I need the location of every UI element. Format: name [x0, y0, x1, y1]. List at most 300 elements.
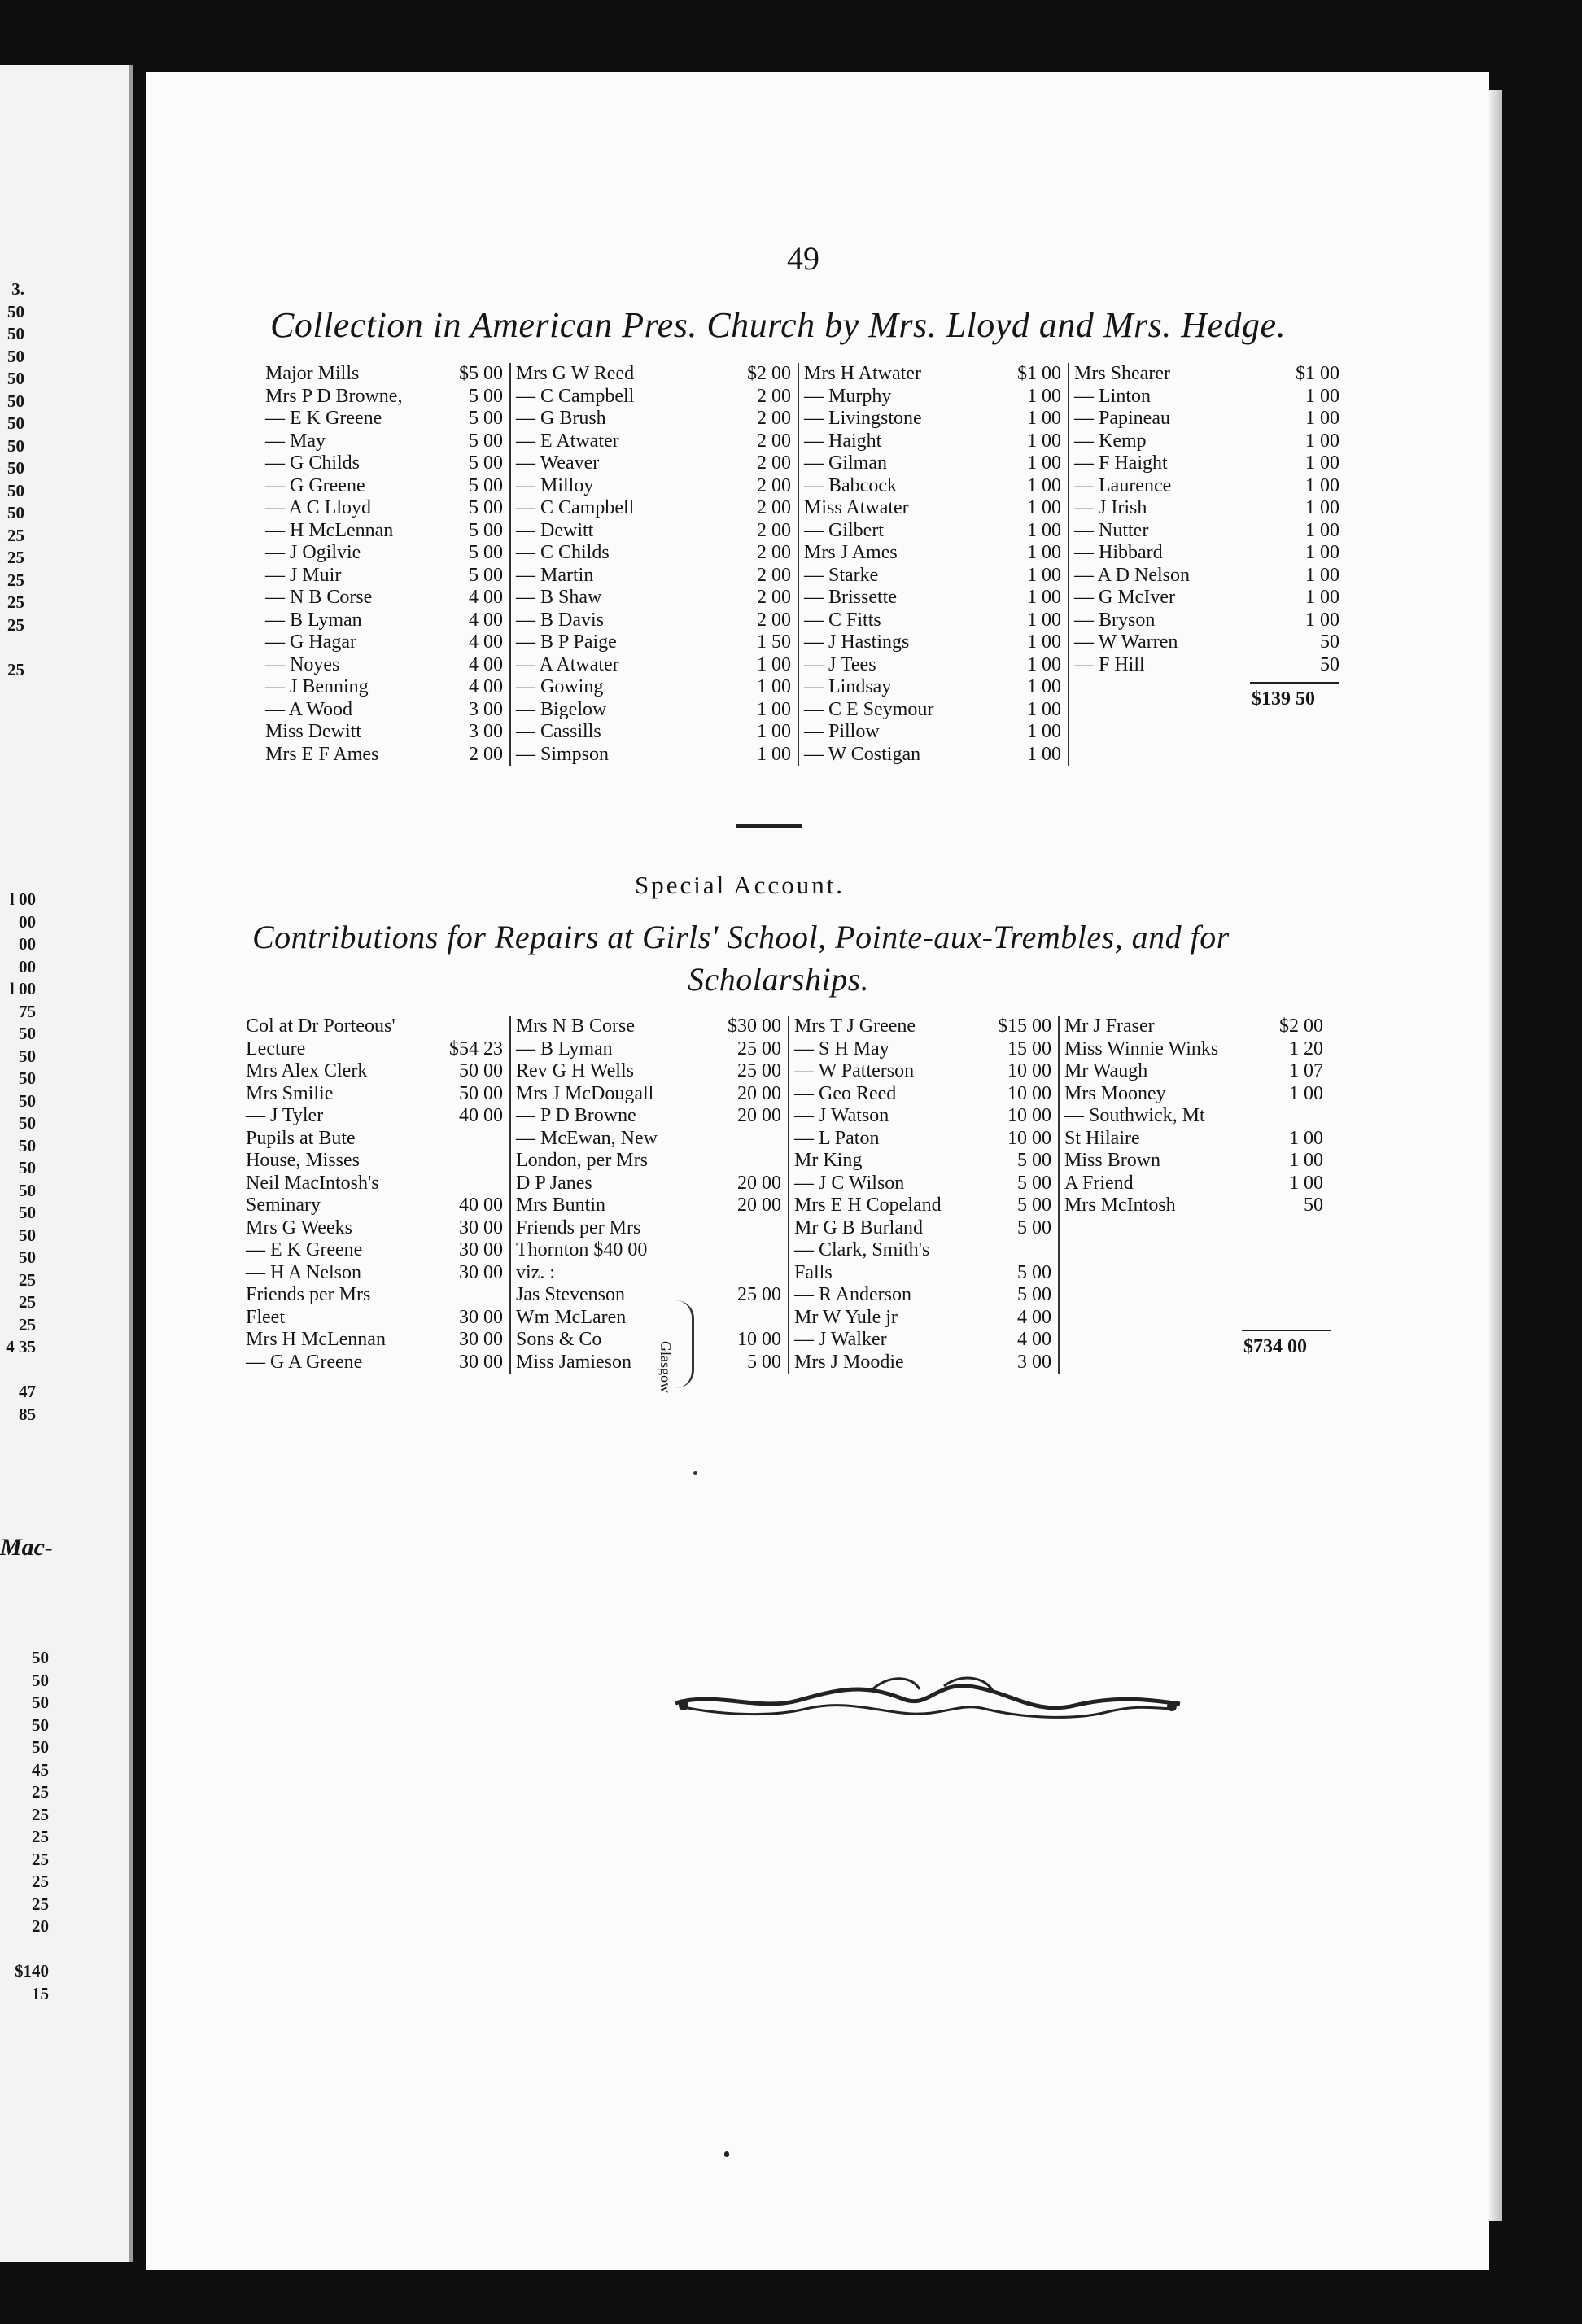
- special-entry-amount: 20 00: [737, 1105, 781, 1126]
- left-page-figure: 50: [32, 1715, 49, 1735]
- special-entry-name: — Southwick, Mt: [1064, 1105, 1205, 1126]
- collection-entry-amount: 1 00: [1027, 743, 1061, 765]
- collection-entry: [799, 475, 1068, 498]
- special-entry-amount: 1 20: [1289, 1038, 1323, 1059]
- collection-entry-name: — B Shaw: [516, 587, 602, 608]
- left-page-figure: 50: [32, 1670, 49, 1690]
- special-entry: [511, 1352, 788, 1374]
- collection-entry-name: — W Costigan: [804, 743, 921, 765]
- special-entry-amount: 1 00: [1289, 1172, 1323, 1194]
- collection-entry-name: — B P Paige: [516, 631, 617, 653]
- collection-entry: [511, 542, 798, 565]
- collection-entry-amount: 2 00: [757, 564, 791, 586]
- special-account-title-line2: Scholarships.: [688, 961, 870, 998]
- special-entry-name: Jas Stevenson: [516, 1284, 625, 1305]
- collection-entry: [799, 744, 1068, 767]
- collection-entry: [799, 676, 1068, 699]
- collection-entry-name: — Milloy: [516, 474, 594, 496]
- left-page-label: Mac-: [0, 1534, 53, 1561]
- collection-entry-amount: 5 00: [469, 408, 503, 429]
- special-entry: [241, 1105, 509, 1128]
- collection-entry-name: Mrs E F Ames: [265, 743, 379, 765]
- collection-entry-name: — E K Greene: [265, 408, 382, 429]
- collection-entry: [260, 430, 509, 453]
- special-entry-amount: 50 00: [459, 1060, 503, 1081]
- collection-entry: [511, 609, 798, 632]
- collection-entry-name: — J Tees: [804, 653, 876, 675]
- left-page-fragment: [0, 65, 133, 2262]
- special-entry: [241, 1284, 509, 1307]
- special-entry-name: Mrs N B Corse: [516, 1016, 636, 1037]
- collection-entry-amount: 50: [1320, 653, 1339, 675]
- special-entry: [789, 1060, 1058, 1083]
- special-entry-name: Fleet: [246, 1306, 285, 1328]
- collection-entry: [511, 430, 798, 453]
- collection-entry-name: — F Haight: [1074, 452, 1168, 474]
- left-page-figure: 25: [7, 570, 24, 590]
- special-entry-name: — J Watson: [794, 1105, 889, 1126]
- left-page-figure: 4 35: [6, 1337, 36, 1356]
- left-page-figure: 50: [19, 1113, 36, 1133]
- left-page-bottom-figures: [0, 1647, 49, 2005]
- left-page-figure: 47 85: [19, 1382, 36, 1424]
- collection-entry-amount: $1 00: [1017, 363, 1061, 384]
- collection-entry-amount: 1 00: [1305, 609, 1339, 631]
- left-page-figure: 25: [32, 1872, 49, 1891]
- special-entry: [789, 1173, 1058, 1195]
- collection-entry-amount: 4 00: [469, 676, 503, 697]
- collection-entry: [260, 475, 509, 498]
- collection-entry: [511, 699, 798, 722]
- special-entry: [511, 1239, 788, 1262]
- special-entry-name: Friends per Mrs: [246, 1284, 371, 1305]
- collection-entry: [1069, 408, 1346, 430]
- special-entry: [789, 1262, 1058, 1285]
- special-entry: [789, 1150, 1058, 1173]
- special-entry-name: Seminary: [246, 1195, 321, 1216]
- left-page-figure: 50: [19, 1247, 36, 1267]
- collection-entry-name: — A Wood: [265, 698, 352, 720]
- collection-entry-name: — Simpson: [516, 743, 610, 765]
- left-page-figure: 45: [32, 1759, 49, 1780]
- special-entry-amount: 25 00: [737, 1060, 781, 1081]
- special-entry: [789, 1329, 1058, 1352]
- collection-entry-name: — J Benning: [265, 676, 369, 697]
- page-number: 49: [787, 240, 819, 277]
- page: [146, 72, 1489, 2270]
- collection-entry: [799, 408, 1068, 430]
- collection-entry-amount: 1 00: [1027, 631, 1061, 653]
- special-entry-name: House, Misses: [246, 1150, 361, 1171]
- collection-entry: [511, 452, 798, 475]
- collection-entry: [799, 565, 1068, 588]
- collection-entry-name: — Pillow: [804, 721, 880, 742]
- special-entry-name: Neil MacIntosh's: [246, 1172, 379, 1194]
- special-entry-name: Mrs Mooney: [1064, 1082, 1166, 1104]
- collection-entry: [799, 609, 1068, 632]
- special-entry-name: Wm McLaren: [516, 1306, 627, 1328]
- collection-entry: [799, 654, 1068, 677]
- special-entry-amount: 5 00: [1017, 1195, 1051, 1216]
- special-entry-amount: 10 00: [1007, 1082, 1051, 1104]
- collection-entry-amount: 2 00: [757, 609, 791, 631]
- special-entry-amount: 5 00: [1017, 1284, 1051, 1305]
- collection-entry: [260, 565, 509, 588]
- left-page-figure: 50: [7, 346, 24, 366]
- special-entry-name: Thornton $40 00: [516, 1239, 648, 1260]
- special-entry-name: Miss Winnie Winks: [1064, 1038, 1219, 1059]
- left-page-figure: 25: [32, 1827, 49, 1846]
- collection-entry-amount: 2 00: [757, 519, 791, 541]
- special-column-3: [789, 1016, 1060, 1374]
- collection-entry: [1069, 452, 1346, 475]
- collection-entry-amount: 2 00: [469, 743, 503, 765]
- special-entry: [789, 1195, 1058, 1217]
- collection-entry: [511, 386, 798, 408]
- collection-entry-name: — Brissette: [804, 587, 897, 608]
- special-entry: [511, 1284, 788, 1307]
- collection-entry: [799, 721, 1068, 744]
- left-page-figure: 25: [19, 1292, 36, 1312]
- left-page-figure: 50: [7, 458, 24, 478]
- special-entry-name: — B Lyman: [516, 1038, 613, 1059]
- special-entry: [241, 1060, 509, 1083]
- special-entry-amount: 20 00: [737, 1082, 781, 1104]
- special-entry-amount: 30 00: [459, 1351, 503, 1373]
- left-page-figure: 25: [7, 592, 24, 612]
- collection-entry-amount: 1 00: [1027, 385, 1061, 407]
- special-entry-name: Mrs J Moodie: [794, 1351, 904, 1373]
- collection-entry-amount: 1 50: [757, 631, 791, 653]
- special-entry-amount: 1 07: [1289, 1060, 1323, 1081]
- special-entry-name: — R Anderson: [794, 1284, 911, 1305]
- left-page-figure: 50: [19, 1024, 36, 1043]
- collection-entry: [511, 631, 798, 654]
- collection-entry-name: — F Hill: [1074, 653, 1145, 675]
- special-entry-name: — Clark, Smith's: [794, 1239, 930, 1260]
- left-page-figure: [0, 1938, 49, 1961]
- collection-entry-name: Major Mills: [265, 363, 360, 384]
- special-entry-name: Sons & Co: [516, 1329, 602, 1350]
- collection-entry-amount: 5 00: [469, 542, 503, 563]
- collection-entry-amount: 1 00: [1027, 497, 1061, 518]
- collection-entry-name: — Bigelow: [516, 698, 607, 720]
- special-entry-name: Mrs T J Greene: [794, 1016, 916, 1037]
- special-entry-amount: 25 00: [737, 1038, 781, 1059]
- collection-entry-amount: 2 00: [757, 385, 791, 407]
- special-entry: [511, 1038, 788, 1061]
- left-page-figure: 50: [19, 1068, 36, 1088]
- collection-entry-amount: 4 00: [469, 631, 503, 653]
- collection-entry: [1069, 542, 1346, 565]
- special-entry-amount: 50: [1304, 1195, 1323, 1216]
- special-entry-amount: 4 00: [1017, 1329, 1051, 1350]
- left-page-figure: 50: [19, 1158, 36, 1177]
- special-entry-amount: 15 00: [1007, 1038, 1051, 1059]
- collection-entry-amount: 1 00: [1027, 452, 1061, 474]
- collection-entry-amount: 4 00: [469, 653, 503, 675]
- special-entry-name: — W Patterson: [794, 1060, 915, 1081]
- collection-entry: [260, 497, 509, 520]
- special-entry: [511, 1217, 788, 1240]
- special-entry-amount: 5 00: [1017, 1172, 1051, 1194]
- special-entry: [241, 1239, 509, 1262]
- collection-entry-name: — Martin: [516, 564, 594, 586]
- collection-entry-amount: 1 00: [757, 698, 791, 720]
- collection-entry-name: Miss Dewitt: [265, 721, 362, 742]
- special-entry: [511, 1329, 788, 1352]
- collection-entry: [799, 430, 1068, 453]
- collection-entry-amount: 5 00: [469, 430, 503, 452]
- collection-entry-amount: 1 00: [1305, 452, 1339, 474]
- collection-column-3: [799, 363, 1069, 766]
- special-entry-name: — J Tyler: [246, 1105, 324, 1126]
- collection-entry: [1069, 609, 1346, 632]
- left-page-figure: 50: [19, 1180, 36, 1200]
- collection-entry: [511, 676, 798, 699]
- glasgow-label: Glasgow: [658, 1341, 674, 1393]
- special-entry-name: Mr Waugh: [1064, 1060, 1148, 1081]
- collection-entry-amount: 1 00: [757, 676, 791, 697]
- special-entry: [241, 1083, 509, 1106]
- left-page-figure: 50: [7, 435, 24, 456]
- special-entry: [241, 1217, 509, 1240]
- collection-entry: [511, 744, 798, 767]
- collection-entry-name: — Cassills: [516, 721, 601, 742]
- collection-entry: [511, 475, 798, 498]
- collection-entry: [1069, 587, 1346, 609]
- collection-entry-amount: 1 00: [1027, 519, 1061, 541]
- collection-entry: [1069, 475, 1346, 498]
- collection-entry-amount: 2 00: [757, 408, 791, 429]
- collection-entry: [1069, 497, 1346, 520]
- special-entry: [511, 1105, 788, 1128]
- left-page-figure: [0, 636, 24, 659]
- collection-entry: [260, 520, 509, 543]
- left-page-figure: 25: [32, 1782, 49, 1802]
- collection-entry-amount: 2 00: [757, 430, 791, 452]
- special-entry: [511, 1083, 788, 1106]
- collection-entry: [799, 542, 1068, 565]
- collection-entry-name: Mrs G W Reed: [516, 363, 635, 384]
- collection-entry: [511, 363, 798, 386]
- special-entry-name: London, per Mrs: [516, 1150, 648, 1171]
- collection-entry: [260, 609, 509, 632]
- special-entry-name: Mr King: [794, 1150, 863, 1171]
- collection-entry: [260, 587, 509, 609]
- special-entry-amount: $30 00: [728, 1016, 781, 1037]
- special-entry: [789, 1128, 1058, 1151]
- collection-entry-name: — Papineau: [1074, 408, 1170, 429]
- special-entry-name: Mrs Smilie: [246, 1082, 334, 1104]
- special-entry-amount: 30 00: [459, 1217, 503, 1238]
- left-page-figure: 00: [19, 934, 36, 954]
- left-page-figure: 50: [7, 369, 24, 388]
- special-entry-amount: 40 00: [459, 1105, 503, 1126]
- collection-entry-amount: 1 00: [1305, 497, 1339, 518]
- collection-entry-amount: 4 00: [469, 609, 503, 631]
- collection-entry: [799, 452, 1068, 475]
- collection-entry-amount: 5 00: [469, 564, 503, 586]
- left-page-figure: l 00: [9, 979, 36, 998]
- collection-entry-name: — C Fitts: [804, 609, 881, 631]
- left-page-figure: 25: [32, 1894, 49, 1914]
- collection-entry-name: — A C Lloyd: [265, 497, 372, 518]
- left-page-figure: 25: [32, 1849, 49, 1869]
- left-page-figure: 50: [19, 1090, 36, 1111]
- special-entry: [1060, 1083, 1330, 1106]
- special-entry: [241, 1262, 509, 1285]
- special-column-1: [241, 1016, 511, 1374]
- collection-column-2: [511, 363, 799, 766]
- collection-entry-name: — B Davis: [516, 609, 604, 631]
- collection-entry-amount: 1 00: [1305, 385, 1339, 407]
- collection-entry-name: Mrs H Atwater: [804, 363, 921, 384]
- collection-entry: [260, 408, 509, 430]
- collection-total-rule: [1250, 682, 1339, 684]
- collection-entry-name: — C Campbell: [516, 385, 635, 407]
- collection-entry-amount: 2 00: [757, 587, 791, 608]
- special-entry: [511, 1173, 788, 1195]
- collection-entry-name: — Gilbert: [804, 519, 884, 541]
- left-page-figure: 00: [19, 911, 36, 932]
- collection-entry: [260, 363, 509, 386]
- collection-entry: [799, 363, 1068, 386]
- collection-entry-amount: 1 00: [1027, 721, 1061, 742]
- collection-entry-name: — Lindsay: [804, 676, 892, 697]
- special-column-4: [1060, 1016, 1330, 1217]
- special-entry: [1060, 1016, 1330, 1038]
- special-entry: [241, 1329, 509, 1352]
- collection-entry-name: — J Ogilvie: [265, 542, 361, 563]
- left-page-figure: 20: [32, 1916, 49, 1936]
- special-entry-name: Pupils at Bute: [246, 1127, 356, 1149]
- collection-title: Collection in American Pres. Church by Mrs. Lloyd and Mrs. Hedge.: [270, 305, 1287, 345]
- collection-entry-name: — Gilman: [804, 452, 887, 474]
- left-page-figure: 25: [7, 659, 24, 679]
- special-entry: [241, 1173, 509, 1195]
- special-entry-amount: 4 00: [1017, 1306, 1051, 1328]
- collection-entry-amount: 1 00: [1305, 587, 1339, 608]
- special-entry: [511, 1307, 788, 1330]
- special-entry: [789, 1239, 1058, 1262]
- special-total: $734 00: [1243, 1336, 1307, 1357]
- collection-entry: [799, 520, 1068, 543]
- left-page-figure: 50: [19, 1135, 36, 1155]
- collection-entry-name: — Weaver: [516, 452, 600, 474]
- special-entry-amount: 30 00: [459, 1306, 503, 1328]
- special-entry-name: — McEwan, New: [516, 1127, 658, 1149]
- special-entry-amount: 30 00: [459, 1261, 503, 1283]
- collection-entry-name: — E Atwater: [516, 430, 619, 452]
- special-entry-name: A Friend: [1064, 1172, 1134, 1194]
- special-account-heading: Special Account.: [635, 871, 846, 899]
- collection-entry-name: — Murphy: [804, 385, 892, 407]
- collection-entry-amount: 2 00: [757, 542, 791, 563]
- left-page-figure: 50: [7, 391, 24, 411]
- special-entry: [241, 1150, 509, 1173]
- special-column-2: [511, 1016, 789, 1374]
- special-entry: [1060, 1060, 1330, 1083]
- collection-entry-amount: $5 00: [459, 363, 503, 384]
- special-entry-name: Lecture: [246, 1038, 306, 1059]
- special-entry: [789, 1038, 1058, 1061]
- collection-entry-amount: 5 00: [469, 452, 503, 474]
- collection-entry-amount: 1 00: [1305, 564, 1339, 586]
- collection-entry-amount: 1 00: [1027, 653, 1061, 675]
- collection-entry: [260, 676, 509, 699]
- left-page-figure: l 00: [9, 889, 36, 909]
- collection-entry-name: — B Lyman: [265, 609, 362, 631]
- special-entry-name: — S H May: [794, 1038, 889, 1059]
- collection-entry: [1069, 654, 1346, 677]
- special-entry-amount: 5 00: [1017, 1261, 1051, 1283]
- collection-entry-amount: 1 00: [1305, 542, 1339, 563]
- special-entry: [1060, 1150, 1330, 1173]
- collection-entry-name: — G Brush: [516, 408, 606, 429]
- special-entry-amount: 25 00: [737, 1284, 781, 1305]
- collection-entry: [799, 386, 1068, 408]
- special-entry-name: Col at Dr Porteous': [246, 1016, 396, 1037]
- collection-entry-name: — J Muir: [265, 564, 342, 586]
- collection-entry-name: — Babcock: [804, 474, 897, 496]
- collection-entry-amount: $2 00: [747, 363, 791, 384]
- collection-entry-amount: 1 00: [1305, 519, 1339, 541]
- special-entry: [511, 1128, 788, 1151]
- collection-entry: [260, 699, 509, 722]
- collection-entry: [1069, 631, 1346, 654]
- collection-total: $139 50: [1252, 688, 1315, 710]
- special-entry-amount: 20 00: [737, 1172, 781, 1194]
- left-page-figure: 50: [7, 324, 24, 343]
- collection-entry: [260, 654, 509, 677]
- collection-entry-name: — G Greene: [265, 474, 365, 496]
- collection-column-4: [1069, 363, 1346, 676]
- left-page-top-figures: [0, 278, 24, 681]
- special-entry-amount: 30 00: [459, 1329, 503, 1350]
- special-entry-name: Mrs Buntin: [516, 1195, 606, 1216]
- collection-entry: [1069, 386, 1346, 408]
- collection-entry: [511, 654, 798, 677]
- collection-entry-name: — J Irish: [1074, 497, 1147, 518]
- collection-entry-name: — G McIver: [1074, 587, 1175, 608]
- collection-entry: [511, 565, 798, 588]
- collection-entry: [260, 452, 509, 475]
- collection-entry-name: — Livingstone: [804, 408, 922, 429]
- special-entry: [789, 1016, 1058, 1038]
- collection-entry-name: — A Atwater: [516, 653, 619, 675]
- collection-entry-name: — Linton: [1074, 385, 1151, 407]
- collection-entry-amount: 5 00: [469, 497, 503, 518]
- collection-entry-amount: 2 00: [757, 497, 791, 518]
- collection-entry-amount: 1 00: [1027, 587, 1061, 608]
- special-entry-name: Miss Jamieson: [516, 1351, 632, 1373]
- special-entry-amount: 10 00: [1007, 1060, 1051, 1081]
- collection-entry-name: — Kemp: [1074, 430, 1147, 452]
- special-entry-name: Mr J Fraser: [1064, 1016, 1155, 1037]
- collection-entry-amount: 4 00: [469, 587, 503, 608]
- special-entry-amount: $54 23: [449, 1038, 503, 1059]
- left-page-figure: 50: [19, 1225, 36, 1245]
- left-page-figure: 50: [7, 413, 24, 433]
- special-entry: [511, 1150, 788, 1173]
- special-entry: [789, 1284, 1058, 1307]
- collection-entry-amount: 1 00: [1027, 609, 1061, 631]
- collection-entry-amount: 1 00: [757, 653, 791, 675]
- special-entry: [511, 1016, 788, 1038]
- collection-entry-name: — A D Nelson: [1074, 564, 1191, 586]
- left-page-figure: 50: [7, 503, 24, 522]
